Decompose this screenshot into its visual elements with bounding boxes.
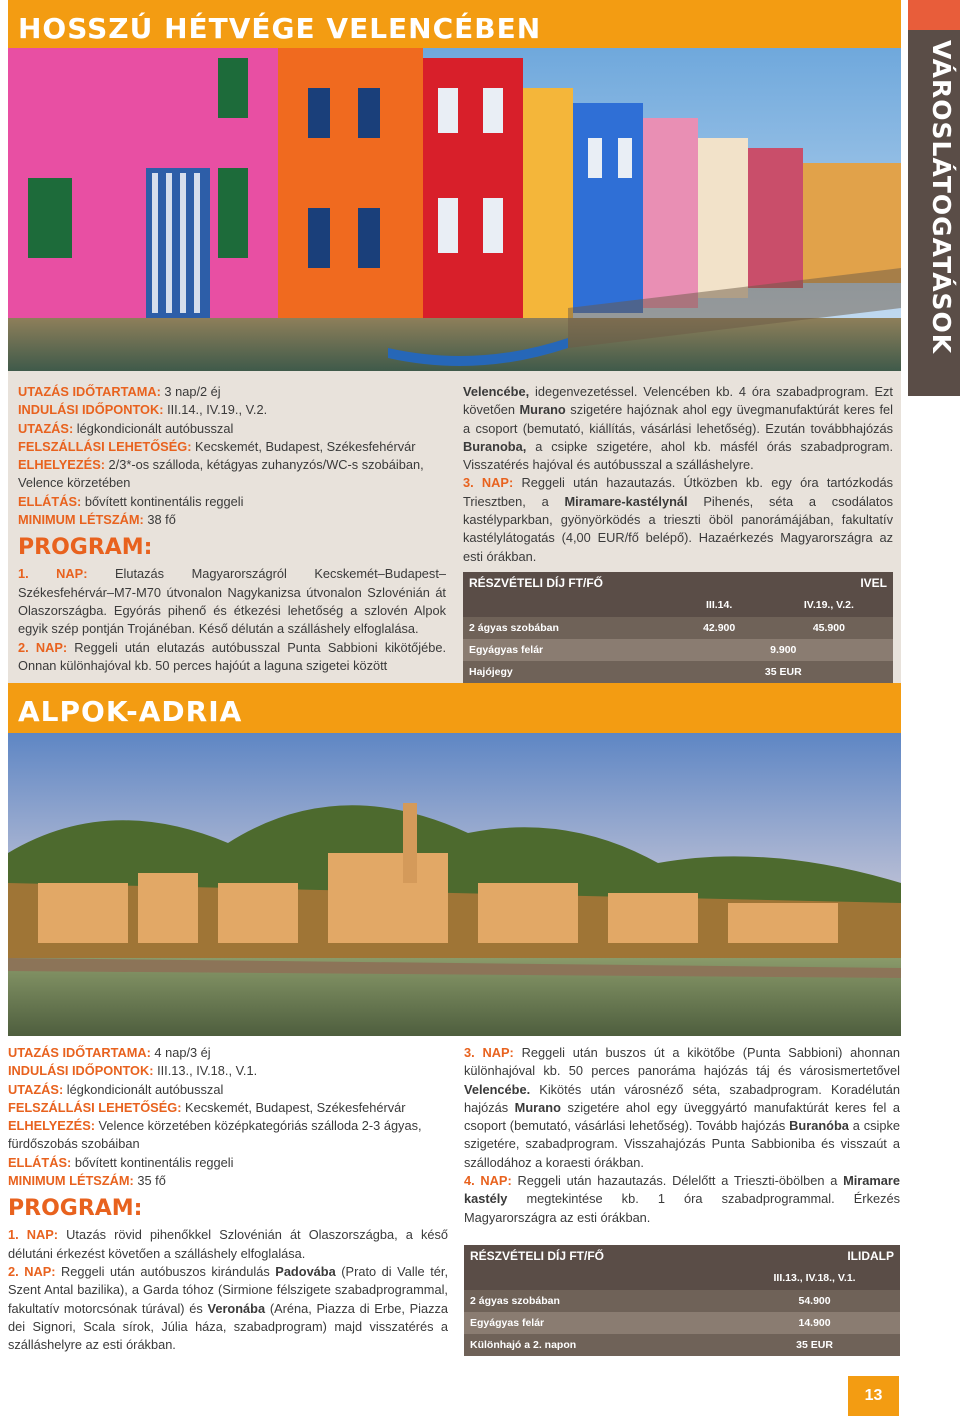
- section1-right-column: [463, 383, 893, 683]
- program-heading: PROGRAM:: [18, 535, 153, 561]
- section1-price-table: [463, 572, 893, 683]
- program-day1: 1. NAP: Utazás rövid pihenőkkel Szlovénián át Olaszországba, a késő délutáni érkezést követően a szálláshely elfoglalása.: [8, 1227, 448, 1261]
- section2-title-bar: [8, 683, 901, 733]
- section1-info-panel: [8, 371, 901, 683]
- price-row-value: 35 EUR: [796, 1339, 833, 1352]
- price-row-label: Hajójegy: [469, 666, 513, 679]
- detail-departures: INDULÁSI IDŐPONTOK: III.14., IV.19., V.2.: [18, 402, 268, 418]
- price-row-label: Különhajó a 2. napon: [470, 1339, 577, 1352]
- detail-board: ELLÁTÁS: bővített kontinentális reggeli: [8, 1154, 234, 1170]
- price-row: [463, 617, 893, 639]
- side-tab: [908, 0, 960, 396]
- price-row: [464, 1334, 900, 1356]
- price-header: RÉSZVÉTELI DÍJ FT/FŐ: [469, 575, 604, 590]
- price-row-value: 35 EUR: [764, 666, 802, 679]
- price-row-value2: 45.900: [812, 621, 845, 634]
- price-row-label: 2 ágyas szobában: [470, 1294, 560, 1307]
- detail-board: ELLÁTÁS: bővített kontinentális reggeli: [18, 493, 244, 509]
- price-code: ILIDALP: [847, 1248, 894, 1263]
- program-day4: 4. NAP: Reggeli után hazautazás. Délelőtt a Trieszti-öbölben a Miramare kastély megtekintése kb. 1 óra szabadprogrammal. Érkezés Magyarországra az esti órákban.: [464, 1173, 900, 1225]
- section2-right-column: [464, 1044, 900, 1356]
- program-heading: PROGRAM:: [8, 1196, 143, 1222]
- detail-travel: UTAZÁS: légkondicionált autóbusszal: [8, 1081, 224, 1097]
- price-columns-row: [463, 594, 893, 616]
- price-row-label: 2 ágyas szobában: [469, 621, 559, 634]
- price-col2: IV.19., V.2.: [803, 599, 854, 612]
- price-row: [463, 661, 893, 683]
- section1-left-column: [18, 383, 446, 675]
- detail-duration: UTAZÁS IDŐTARTAMA: 4 nap/3 éj: [8, 1045, 211, 1060]
- price-code: IVEL: [860, 575, 887, 590]
- burano-illustration: [8, 48, 901, 371]
- side-tab-label: VÁROSLÁTOGATÁSOK: [927, 40, 956, 355]
- program-day2: 2. NAP: Reggeli után elutazás autóbusszal Punta Sabbioni kikötőjébe. Onnan különhajóval kb. 50 perces hajóút a laguna szigetei között: [18, 639, 446, 673]
- section2-title: ALPOK-ADRIA: [18, 695, 243, 728]
- section1-photo: [8, 48, 901, 371]
- price-row-label: Egyágyas felár: [470, 1316, 545, 1329]
- price-header-row: [463, 572, 893, 594]
- price-header-row: [464, 1245, 900, 1267]
- detail-min-group: MINIMUM LÉTSZÁM: 38 fő: [18, 512, 176, 528]
- price-row: [464, 1312, 900, 1334]
- section2-photo: [8, 733, 901, 1036]
- price-col1: III.13., IV.18., V.1.: [773, 1272, 856, 1285]
- price-row: [464, 1290, 900, 1312]
- price-row-value: 9.900: [770, 643, 797, 656]
- price-columns-row: [464, 1267, 900, 1289]
- section2-left-column: [8, 1044, 448, 1354]
- detail-boarding: FELSZÁLLÁSI LEHETŐSÉG: Kecskemét, Budapest, Székesfehérvár: [8, 1099, 406, 1115]
- section1-title: HOSSZÚ HÉTVÉGE VELENCÉBEN: [18, 12, 542, 45]
- section1-title-bar: [8, 0, 901, 48]
- program-day2-continued: Velencébe, idegenvezetéssel. Velencében kb. 4 óra szabadprogram. Ezt követően Murano szigetére hajóznak ahol egy üvegmanufaktúrát keres fel a csoport (bemutató, kiállítás, vásárlási lehetőség). Ezután továbbhajózás Buranoba, a csipke szigetére, ahol kb. másfél órás szabadprogram. Visszatérés hajóval és autóbusszal a szálláshelyre.: [463, 384, 893, 473]
- price-row: [463, 639, 893, 661]
- price-row-value: 54.900: [798, 1294, 831, 1307]
- program-day1: 1. NAP: Elutazás Magyarországról Kecskemét–Budapest–Székesfehérvár–M7-M70 útvonalon Nagykanizsa útvonalon Szlovénián át Olaszországba. Egyórás pihenő és étkezési lehetőség a szlovén Alpok egyik szép pontján Trojánéban. Késő délután a szálláshely elfoglalása.: [18, 566, 446, 637]
- section2-price-table: [464, 1245, 900, 1356]
- program-day3: 3. NAP: Reggeli után hazautazás. Útközben kb. egy óra tartózkodás Triesztben, a Miramare-kastélynál Pihenés, séta a csodálatos kastélyparkban, gyönyörködés a trieszti öböl panorámájában, fakultatív kastélylátogatás (4,00 EUR/fő belépő). Hazaérkezés Magyarországra az esti órákban.: [463, 475, 893, 564]
- price-row-value: 14.900: [798, 1316, 831, 1329]
- detail-accommodation: ELHELYEZÉS: 2/3*-os szálloda, kétágyas zuhanyzós/WC-s szobáiban, Velence körzetében: [18, 457, 424, 491]
- detail-duration: UTAZÁS IDŐTARTAMA: 3 nap/2 éj: [18, 384, 221, 399]
- detail-departures: INDULÁSI IDŐPONTOK: III.13., IV.18., V.1.: [8, 1063, 258, 1079]
- price-row-value: 42.900: [703, 621, 736, 634]
- program-day2: 2. NAP: Reggeli után autóbuszos kirándulás Padovába (Prato di Valle tér, Szent Antal bazilika), a Garda tóhoz (Sirmione félszigete szabadprogrammal, fakultatív motorcsónak túrával) és Veronába (Aréna, Piazza di Erbe, Piazza dei Signori, Scala sírok, Júlia háza, szabadprogram) majd visszatérés a szálláshelyre az esti órákban.: [8, 1263, 448, 1353]
- price-col1: III.14.: [706, 599, 733, 612]
- price-header: RÉSZVÉTELI DÍJ FT/FŐ: [470, 1248, 605, 1263]
- program-day3: 3. NAP: Reggeli után buszos út a kikötőbe (Punta Sabbioni) ahonnan különhajóval kb. 50 perces panoráma hajózás táj és városismertetővel Velencébe. Kikötés után városnéző séta, szabadprogram. Koradélután hajózás Murano szigetére ahol egy üveggyártó manufaktúrát keres fel a csoport (bemutató, vásárlási lehetőség). Tovább hajózás Buranóba a csipke szigetére, szabadprogram. Visszahajózás Punta Sabbioniba és visszaút a szállodához a koraesti órákban.: [464, 1045, 901, 1170]
- page-number: 13: [848, 1376, 899, 1416]
- detail-boarding: FELSZÁLLÁSI LEHETŐSÉG: Kecskemét, Budapest, Székesfehérvár: [18, 438, 416, 454]
- side-tab-accent: [908, 0, 960, 30]
- verona-illustration: [8, 733, 901, 1036]
- detail-min-group: MINIMUM LÉTSZÁM: 35 fő: [8, 1173, 166, 1189]
- price-row-label: Egyágyas felár: [469, 643, 544, 656]
- detail-travel: UTAZÁS: légkondicionált autóbusszal: [18, 420, 234, 436]
- detail-accommodation: ELHELYEZÉS: Velence körzetében középkategóriás szálloda 2-3 ágyas, fürdőszobás szobáiban: [8, 1118, 422, 1152]
